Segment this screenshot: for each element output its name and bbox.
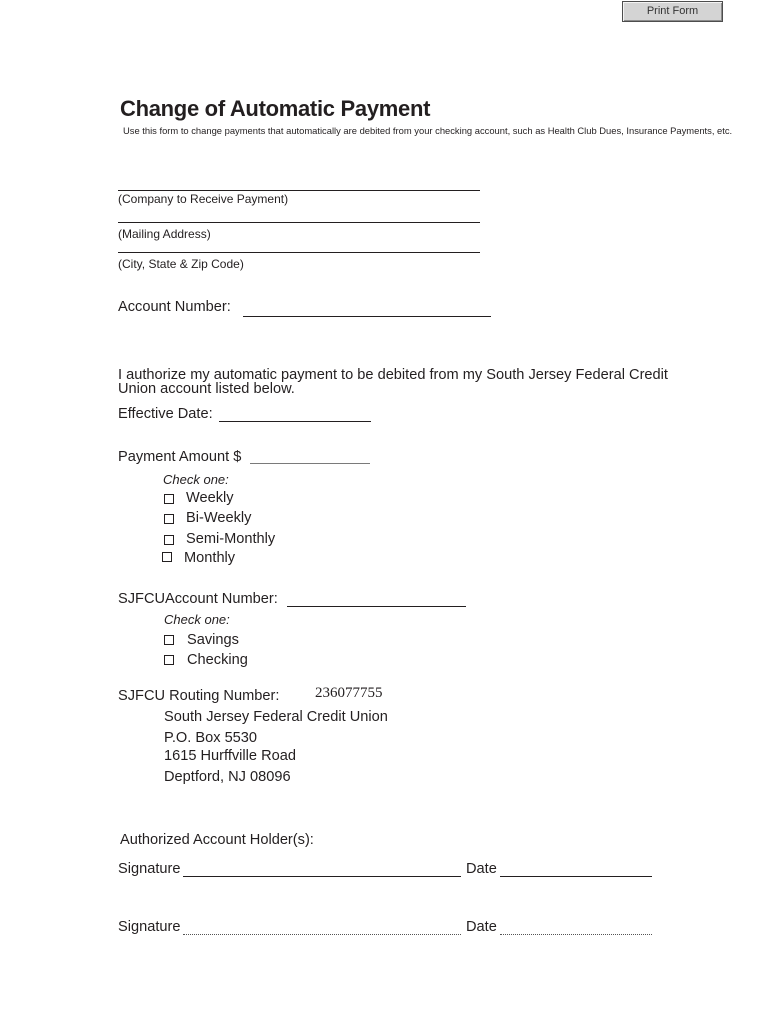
checking-label: Checking [187,652,248,668]
routing-number-label: SJFCU Routing Number: [118,688,280,704]
effective-date-field[interactable] [219,406,371,422]
bi-weekly-checkbox[interactable] [164,514,174,524]
weekly-label: Weekly [186,490,234,506]
address-line-2: P.O. Box 5530 [164,730,258,746]
frequency-option-weekly [162,491,292,507]
frequency-check-one-label: Check one: [163,472,229,487]
authorized-holders-label: Authorized Account Holder(s): [120,832,314,848]
signature-2-field[interactable] [183,919,461,935]
signature-1-field[interactable] [183,861,461,877]
weekly-checkbox[interactable] [164,494,174,504]
sjfcu-account-number-field[interactable] [287,591,466,607]
authorization-text-line-2: Union account listed below. [118,381,295,397]
address-line-1: South Jersey Federal Credit Union [164,709,388,725]
form-instructions: Use this form to change payments that automatically are debited from your checking account, such as Health Club Dues, Insurance Payments, etc. [123,125,733,136]
address-line-4: Deptford, NJ 08096 [164,769,291,785]
effective-date-label: Effective Date: [118,406,213,422]
frequency-option-bi-weekly [162,511,292,527]
account-number-label: Account Number: [118,299,231,315]
account-type-option-checking [162,653,292,669]
date-2-label: Date [466,919,497,935]
account-number-field[interactable] [243,301,491,317]
print-form-button[interactable]: Print Form [622,1,723,22]
mailing-address-field[interactable] [118,207,480,223]
account-type-option-savings [162,633,292,649]
payment-amount-field[interactable] [250,448,370,464]
sjfcu-account-number-label: SJFCUAccount Number: [118,591,278,607]
signature-2-label: Signature [118,919,181,935]
checking-checkbox[interactable] [164,655,174,665]
company-field-label: (Company to Receive Payment) [118,192,289,206]
monthly-label: Monthly [184,550,236,566]
date-2-field[interactable] [500,919,652,935]
address-line-3: 1615 Hurffville Road [164,748,296,764]
savings-checkbox[interactable] [164,635,174,645]
authorization-text-line-1: I authorize my automatic payment to be debited from my South Jersey Federal Credit [118,367,668,383]
semi-monthly-checkbox[interactable] [164,535,174,545]
monthly-checkbox[interactable] [162,552,172,562]
frequency-option-monthly [162,551,292,567]
date-1-label: Date [466,861,497,877]
signature-1-label: Signature [118,861,181,877]
mailing-address-field-label: (Mailing Address) [118,227,211,241]
payment-amount-label: Payment Amount $ [118,449,242,465]
frequency-option-semi-monthly [162,532,292,548]
account-type-check-one-label: Check one: [164,612,230,627]
city-state-zip-field[interactable] [118,237,480,253]
form-title: Change of Automatic Payment [120,96,431,121]
date-1-field[interactable] [500,861,652,877]
bi-weekly-label: Bi-Weekly [186,510,252,526]
semi-monthly-label: Semi-Monthly [186,531,276,547]
city-state-zip-field-label: (City, State & Zip Code) [118,257,244,271]
savings-label: Savings [187,632,239,648]
routing-number-value: 236077755 [315,685,383,701]
company-field[interactable] [118,175,480,191]
